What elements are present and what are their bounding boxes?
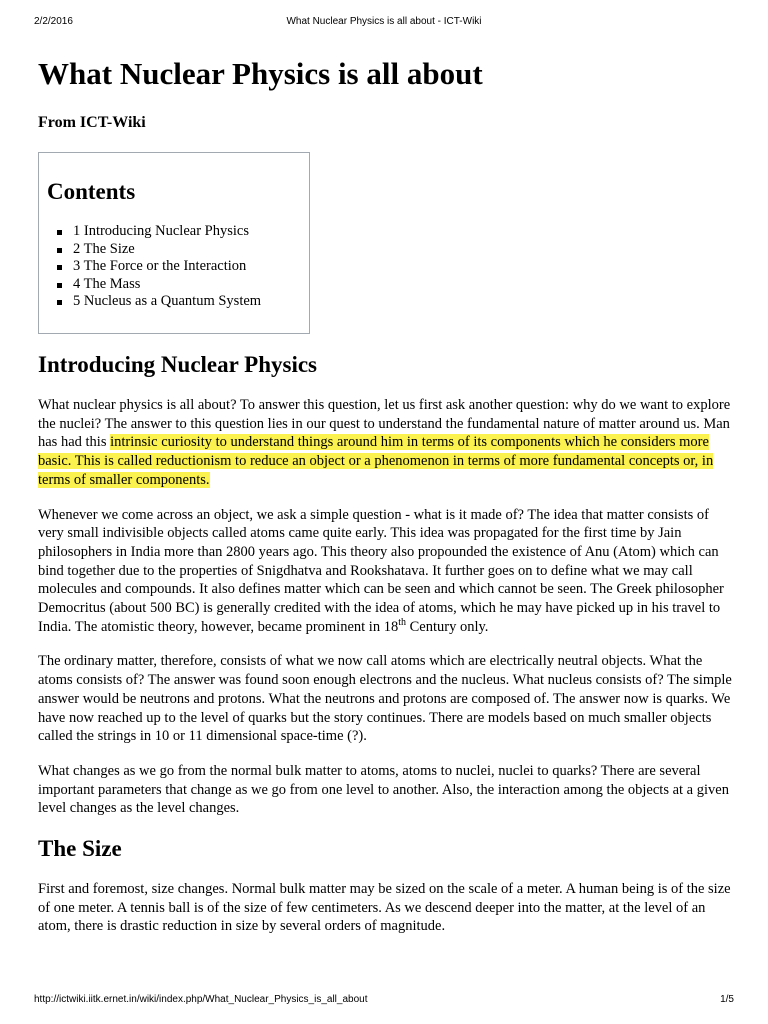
print-url[interactable]: http://ictwiki.iitk.ernet.in/wiki/index.php/What_Nuclear_Physics_is_all_about [34,994,368,1005]
paragraph-intro [38,396,732,490]
toc-link[interactable]: 4 The Mass [73,275,141,292]
print-header [34,16,734,30]
bullet-icon [57,300,62,305]
paragraph-what-changes: What changes as we go from the normal bulk matter to atoms, atoms to nuclei, nuclei to quarks? There are several important parameters that change as we go from one level to another. Also, the interaction among the objects at a given level changes as the level changes. [38,762,729,817]
toc-link[interactable]: 5 Nucleus as a Quantum System [73,293,262,310]
highlighted-text: intrinsic curiosity to understand things around him in terms of its components which he considers more basic. This is called reductionism to reduce an object or a phenomenon in terms of more fundamental concepts or, in terms of smaller components. [38,434,714,488]
toc-list [47,223,309,311]
bullet-icon [57,265,62,270]
toc-link[interactable]: 3 The Force or the Interaction [73,258,247,275]
paragraph-atoms-history [38,506,732,637]
toc-item-quantum-system[interactable] [73,293,309,311]
section-heading-introducing: Introducing Nuclear Physics [38,352,318,377]
print-date: 2/2/2016 [34,16,73,27]
paragraph-text: Whenever we come across an object, we ask a simple question - what is it made of? The idea that matter consists of very small indivisible objects called atoms came quite early. This idea was propagated for the first time by Jain philosophers in India more than 2800 years ago. This theory also propounded the existence of Anu (Atom) which can bind together due to the properties of Snigdhatva and Rookshatava. It further goes on to define what we may call molecules and compounds. It also defines matter which can be seen and which cannot be seen. The Greek philosopher Democritus (about 500 BC) is generally credited with the idea of atoms, which he may have picked up in his travel to India. The atomistic theory, however, became prominent in 18 [38,506,724,635]
toc-link[interactable]: 2 The Size [73,240,135,257]
toc-link[interactable]: 1 Introducing Nuclear Physics [73,223,249,239]
toc-item-the-force[interactable] [73,258,309,276]
bullet-icon [57,283,62,288]
print-page-number: 1/5 [720,994,734,1005]
toc-item-the-mass[interactable] [73,276,309,294]
toc-heading: Contents [47,179,136,204]
page-title: What Nuclear Physics is all about [38,56,483,91]
table-of-contents [38,152,310,334]
print-footer [34,994,734,1008]
section-heading-the-size: The Size [38,836,122,862]
article-content [38,54,732,936]
bullet-icon [57,248,62,253]
superscript: th [398,616,406,628]
print-page-title: What Nuclear Physics is all about - ICT-Wiki [286,16,482,27]
paragraph-text: What nuclear physics is all about? To answer this question, let us first ask another question: why do we want to explore the nuclei? The answer to this question lies in our quest to understand the fundamental nature of matter around us. Man has had this [38,397,731,451]
site-sub-title: From ICT-Wiki [38,114,146,131]
paragraph-size: First and foremost, size changes. Normal bulk matter may be sized on the scale of a meter. A human being is of the size of one meter. A tennis ball is of the size of few centimeters. As we descend deeper into the matter, at the level of an atom, there is drastic reduction in size by several orders of magnitude. [38,881,731,935]
bullet-icon [57,230,62,235]
toc-item-the-size[interactable] [73,241,309,259]
paragraph-ordinary-matter: The ordinary matter, therefore, consists of what we now call atoms which are electrically neutral objects. What the atoms consists of? The answer was found soon enough electrons and the nucleus. What nucleus consists of? The simple answer would be neutrons and protons. What the neutrons and protons are composed of. The answer now is quarks. We have now reached up to the level of quarks but the story continues. There are models based on much smaller objects called the strings in 10 or 11 dimensional space-time (?). [38,653,732,745]
toc-item-introducing-nuclear-physics[interactable] [73,223,309,241]
paragraph-text: Century only. [405,618,489,635]
